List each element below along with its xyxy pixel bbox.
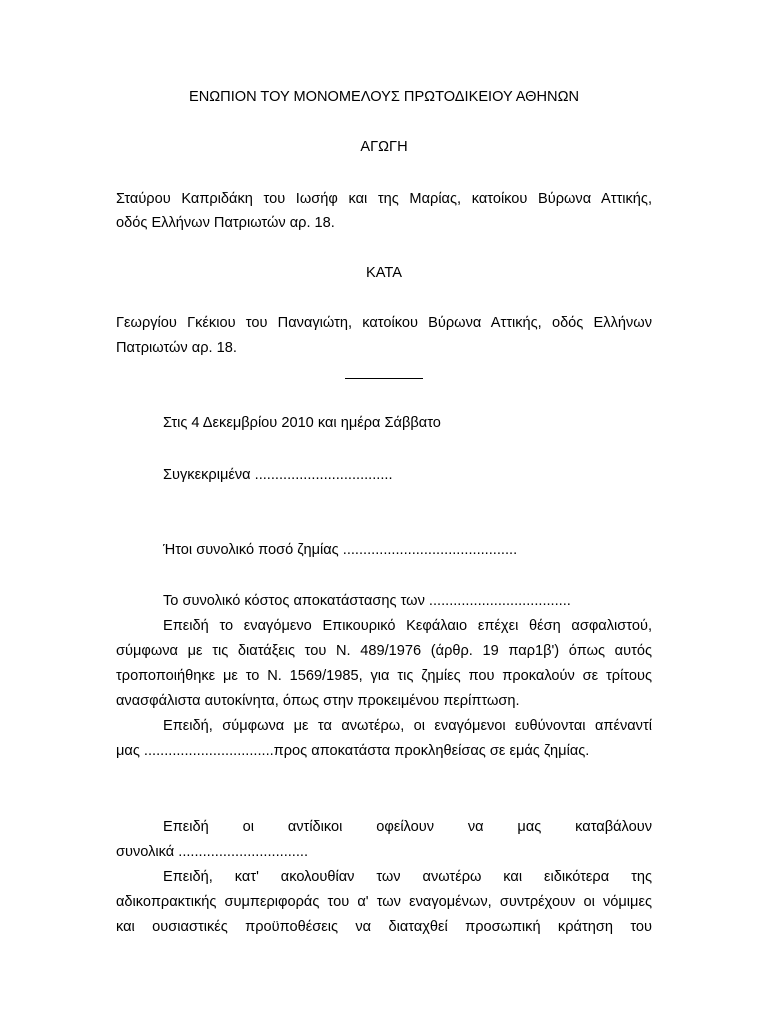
total-cost-line: Το συνολικό κόστος αποκατάστασης των ................................... (163, 593, 571, 609)
paragraph-4-line-1: Επειδή, κατ' ακολουθίαν των ανωτέρω και ειδικότερα της (163, 869, 652, 885)
defendant-line-1: Γεωργίου Γκέκιου του Παναγιώτη, κατοίκου Βύρωνα Αττικής, οδός Ελλήνων (116, 315, 652, 331)
total-damage-line: Ήτοι συνολικό ποσό ζημίας ........................................... (163, 542, 518, 558)
defendant-line-2: Πατριωτών αρ. 18. (116, 340, 237, 356)
date-line: Στις 4 Δεκεμβρίου 2010 και ημέρα Σάββατο (163, 415, 441, 431)
paragraph-1-line-3: τροποποιήθηκε με το Ν. 1569/1985, για τις ζημίες που προκαλούν σε τρίτους (116, 668, 652, 684)
specifically-line: Συγκεκριμένα .................................. (163, 467, 393, 483)
against-heading: ΚΑΤΑ (366, 265, 402, 281)
paragraph-3-line-2: συνολικά ................................ (116, 844, 309, 860)
paragraph-3-line-1: Επειδή οι αντίδικοι οφείλουν να μας καταβάλουν (163, 819, 652, 835)
paragraph-1-line-1: Επειδή το εναγόμενο Επικουρικό Κεφάλαιο επέχει θέση ασφαλιστού, (163, 618, 652, 634)
paragraph-1-line-2: σύμφωνα με τις διατάξεις του Ν. 489/1976 (άρθρ. 19 παρ1β') όπως αυτός (116, 643, 652, 659)
paragraph-2-line-2: μας ................................προς αποκατάστα προκληθείσας σε εμάς ζημίας. (116, 743, 590, 759)
paragraph-2-line-1: Επειδή, σύμφωνα με τα ανωτέρω, οι εναγόμενοι ευθύνονται απέναντί (163, 718, 652, 734)
plaintiff-line-2: οδός Ελλήνων Πατριωτών αρ. 18. (116, 215, 335, 231)
plaintiff-line-1: Σταύρου Καπριδάκη του Ιωσήφ και της Μαρίας, κατοίκου Βύρωνα Αττικής, (116, 191, 652, 207)
separator-rule (345, 378, 423, 379)
paragraph-4-line-3: και ουσιαστικές προϋποθέσεις να διαταχθεί προσωπική κράτηση του (116, 919, 652, 935)
court-heading: ΕΝΩΠΙΟΝ ΤΟΥ ΜΟΝΟΜΕΛΟΥΣ ΠΡΩΤΟΔΙΚΕΙΟΥ ΑΘΗΝΩΝ (188, 89, 580, 105)
document-type-heading: ΑΓΩΓΗ (360, 139, 408, 155)
paragraph-1-line-4: ανασφάλιστα αυτοκίνητα, όπως στην προκειμένου περίπτωση. (116, 693, 520, 709)
paragraph-4-line-2: αδικοπρακτικής συμπεριφοράς του α' των εναγομένων, συντρέχουν οι νόμιμες (116, 894, 652, 910)
